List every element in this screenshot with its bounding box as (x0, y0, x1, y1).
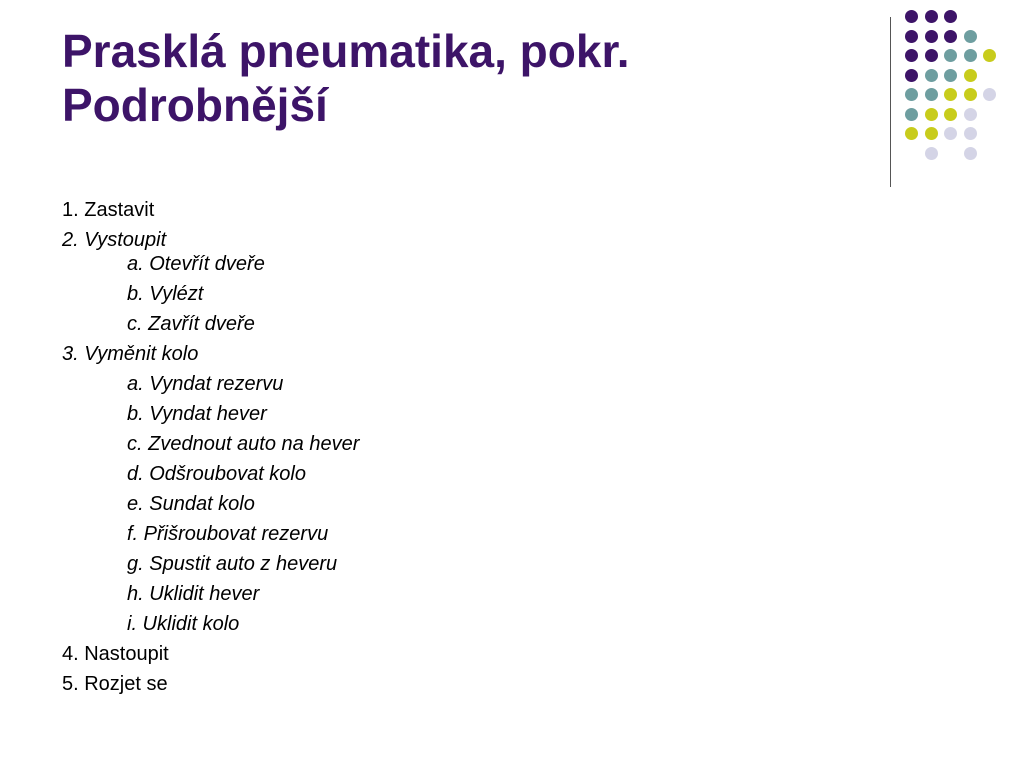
decorative-dot (944, 127, 957, 140)
decorative-dot (925, 127, 938, 140)
decorative-dot (944, 10, 957, 23)
decorative-dot (964, 49, 977, 62)
list-item-3d: d. Odšroubovat kolo (127, 463, 306, 485)
list-item-3f: f. Přišroubovat rezervu (127, 523, 329, 545)
decorative-dot (925, 147, 938, 160)
vertical-divider (890, 17, 891, 187)
list-item-3: 3. Vyměnit kolo (62, 343, 199, 365)
list-item-3h: h. Uklidit hever (127, 583, 260, 605)
slide-title-line-1: Prasklá pneumatika, pokr. (62, 25, 630, 77)
decorative-dot (983, 88, 996, 101)
decorative-dot (964, 108, 977, 121)
list-item-3i: i. Uklidit kolo (127, 613, 240, 635)
list-item-3c: c. Zvednout auto na hever (127, 433, 360, 455)
list-item-2b: b. Vylézt (127, 283, 204, 305)
decorative-dot (964, 127, 977, 140)
decorative-dot (905, 69, 918, 82)
list-item-5: 5. Rozjet se (62, 673, 168, 695)
decorative-dot (925, 88, 938, 101)
list-item-3b: b. Vyndat hever (127, 403, 267, 425)
list-item-1: 1. Zastavit (62, 199, 155, 221)
decorative-dot (905, 30, 918, 43)
decorative-dot (925, 49, 938, 62)
slide-title (62, 24, 862, 132)
decorative-dot (983, 49, 996, 62)
decorative-dot (944, 49, 957, 62)
list-item-2a: a. Otevřít dveře (127, 253, 265, 275)
decorative-dot (905, 88, 918, 101)
list-item-3g: g. Spustit auto z heveru (127, 553, 338, 575)
decorative-dot-grid (905, 10, 1015, 170)
decorative-dot (944, 88, 957, 101)
decorative-dot (944, 69, 957, 82)
list-item-3e: e. Sundat kolo (127, 493, 255, 515)
decorative-dot (964, 147, 977, 160)
list-item-2c: c. Zavřít dveře (127, 313, 255, 335)
decorative-dot (964, 69, 977, 82)
decorative-dot (964, 30, 977, 43)
decorative-dot (925, 10, 938, 23)
decorative-dot (925, 69, 938, 82)
list-item-2: 2. Vystoupit (62, 229, 167, 251)
decorative-dot (944, 108, 957, 121)
decorative-dot (925, 30, 938, 43)
decorative-dot (905, 108, 918, 121)
decorative-dot (905, 10, 918, 23)
decorative-dot (905, 127, 918, 140)
slide-title-line-2: Podrobnější (62, 79, 328, 131)
decorative-dot (925, 108, 938, 121)
decorative-dot (944, 30, 957, 43)
list-item-4: 4. Nastoupit (62, 643, 169, 665)
decorative-dot (964, 88, 977, 101)
decorative-dot (905, 49, 918, 62)
list-item-3a: a. Vyndat rezervu (127, 373, 284, 395)
